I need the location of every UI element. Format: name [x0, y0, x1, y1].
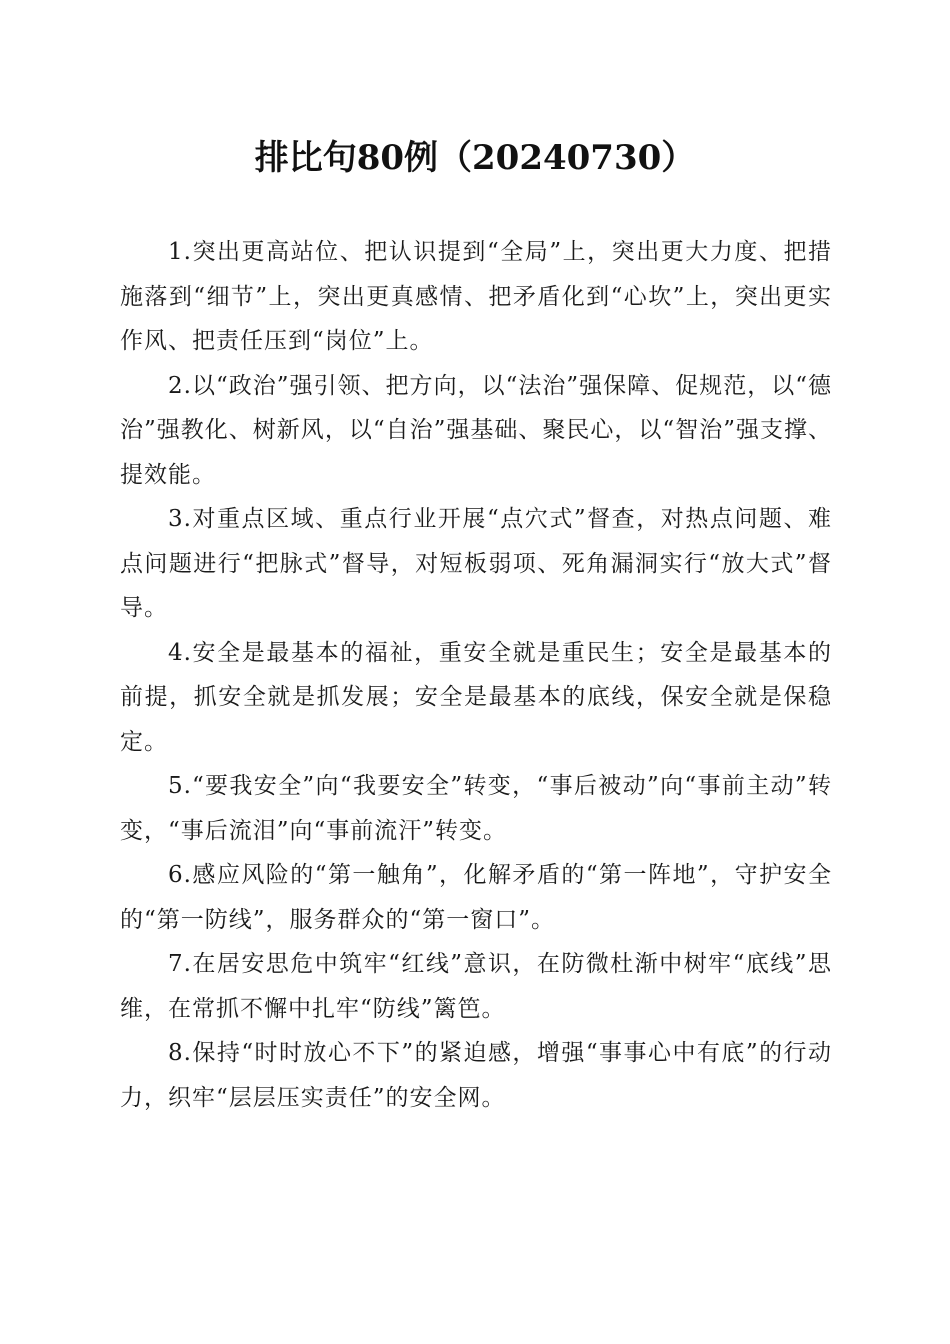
paragraph-4: 4.安全是最基本的福祉，重安全就是重民生；安全是最基本的前提，抓安全就是抓发展；安全是最基本的底线，保安全就是保稳定。	[120, 639, 832, 755]
paragraph-8: 8.保持“时时放心不下”的紧迫感，增强“事事心中有底”的行动力，织牢“层层压实责任”的安全网。	[120, 1040, 832, 1111]
paragraph-6: 6.感应风险的“第一触角”，化解矛盾的“第一阵地”，守护安全的“第一防线”，服务群众的“第一窗口”。	[120, 862, 832, 933]
paragraph-2: 2.以“政治”强引领、把方向，以“法治”强保障、促规范，以“德治”强教化、树新风，以“自治”强基础、聚民心，以“智治”强支撑、提效能。	[120, 372, 832, 488]
document-title: 排比句80例（20240730）	[254, 138, 696, 178]
paragraph-5: 5.“要我安全”向“我要安全”转变，“事后被动”向“事前主动”转变，“事后流泪”向“事前流汗”转变。	[120, 773, 832, 844]
paragraph-7: 7.在居安思危中筑牢“红线”意识，在防微杜渐中树牢“底线”思维，在常抓不懈中扎牢“防线”篱笆。	[120, 951, 832, 1022]
document-body	[120, 230, 832, 1120]
paragraph-3: 3.对重点区域、重点行业开展“点穴式”督查，对热点问题、难点问题进行“把脉式”督导，对短板弱项、死角漏洞实行“放大式”督导。	[120, 506, 832, 621]
paragraph-1: 1.突出更高站位、把认识提到“全局”上，突出更大力度、把措施落到“细节”上，突出更真感情、把矛盾化到“心坎”上，突出更实作风、把责任压到“岗位”上。	[120, 239, 832, 354]
